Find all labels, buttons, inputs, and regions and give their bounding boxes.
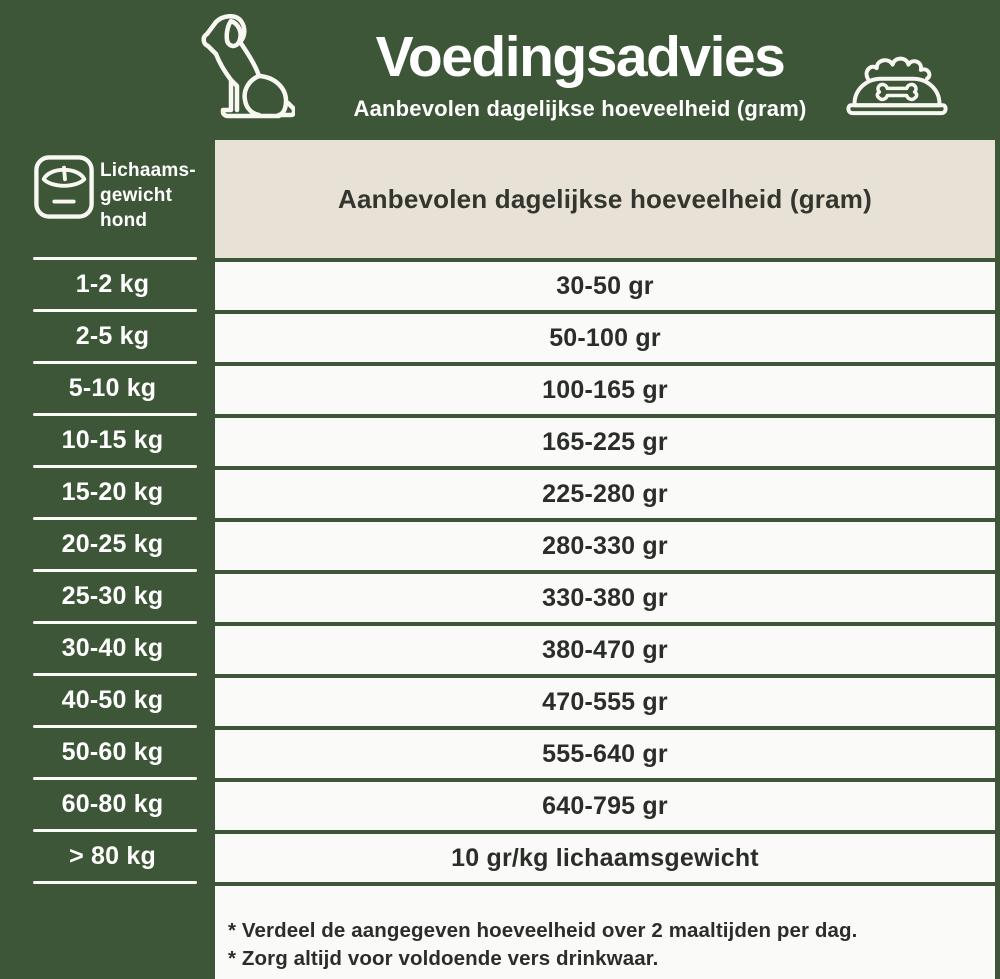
amount-cell-value: 555-640 gr — [542, 739, 668, 768]
weight-cell-label: 5-10 kg — [68, 373, 157, 402]
weight-column-label: Lichaams- gewicht hond — [100, 160, 196, 231]
amount-cell-value: 50-100 gr — [549, 323, 661, 352]
divider-line — [33, 881, 197, 884]
weight-cell-label: 30-40 kg — [61, 633, 164, 662]
table-row — [215, 522, 995, 570]
table-row — [215, 262, 995, 310]
weight-cell — [0, 726, 215, 778]
table-row — [215, 626, 995, 674]
weight-cell — [0, 778, 215, 830]
weight-cell — [0, 622, 215, 674]
table-row — [215, 834, 995, 882]
amount-cell-value: 470-555 gr — [542, 687, 668, 716]
weight-cell-label: 1-2 kg — [75, 269, 150, 298]
weight-cell — [0, 570, 215, 622]
table-row — [215, 782, 995, 830]
weight-cell-label: 20-25 kg — [61, 529, 164, 558]
weight-cell — [0, 674, 215, 726]
amount-cell-value: 165-225 gr — [542, 427, 668, 456]
page-subtitle: Aanbevolen dagelijkse hoeveelheid (gram) — [353, 95, 807, 121]
table-row — [215, 678, 995, 726]
weight-cell-label: 50-60 kg — [61, 737, 164, 766]
weight-cell — [0, 518, 215, 570]
weight-cell-label: > 80 kg — [69, 841, 156, 870]
amount-cell-value: 100-165 gr — [542, 375, 668, 404]
table-row — [215, 574, 995, 622]
page-title: Voedingsadvies — [375, 25, 785, 89]
weight-cell-label: 40-50 kg — [61, 685, 164, 714]
amount-cell-value: 380-470 gr — [542, 635, 668, 664]
weight-cell — [0, 414, 215, 466]
table-header-band — [215, 140, 995, 258]
table-row — [215, 314, 995, 362]
table-header-title: Aanbevolen dagelijkse hoeveelheid (gram) — [338, 183, 872, 214]
amount-cell-value: 640-795 gr — [542, 791, 668, 820]
footnotes-block — [215, 886, 995, 979]
weight-cell-label: 60-80 kg — [61, 789, 164, 818]
weight-cell-label: 15-20 kg — [61, 477, 164, 506]
weight-scale-icon — [33, 154, 95, 225]
weight-column — [0, 140, 215, 885]
table-row — [215, 366, 995, 414]
table-row — [215, 730, 995, 778]
food-bowl-icon — [844, 52, 950, 121]
weight-cell-label: 25-30 kg — [61, 581, 164, 610]
footnote-water: * Zorg altijd voor voldoende vers drinkwaar. — [228, 947, 659, 970]
weight-cell-label: 10-15 kg — [61, 425, 164, 454]
footnote-meals: * Verdeel de aangegeven hoeveelheid over 2 maaltijden per dag. — [228, 919, 858, 942]
amount-cell-value: 10 gr/kg lichaamsgewicht — [451, 843, 759, 872]
weight-cell — [0, 466, 215, 518]
weight-cell — [0, 362, 215, 414]
table-row — [215, 418, 995, 466]
weight-cell — [0, 258, 215, 310]
amount-cell-value: 225-280 gr — [542, 479, 668, 508]
weight-cell-label: 2-5 kg — [75, 321, 150, 350]
amount-cell-value: 330-380 gr — [542, 583, 668, 612]
amount-column — [215, 140, 995, 979]
amount-cell-value: 280-330 gr — [542, 531, 668, 560]
table-row — [215, 470, 995, 518]
weight-cell — [0, 830, 215, 882]
amount-cell-value: 30-50 gr — [556, 271, 654, 300]
weight-cell — [0, 310, 215, 362]
weight-column-header — [0, 140, 215, 258]
